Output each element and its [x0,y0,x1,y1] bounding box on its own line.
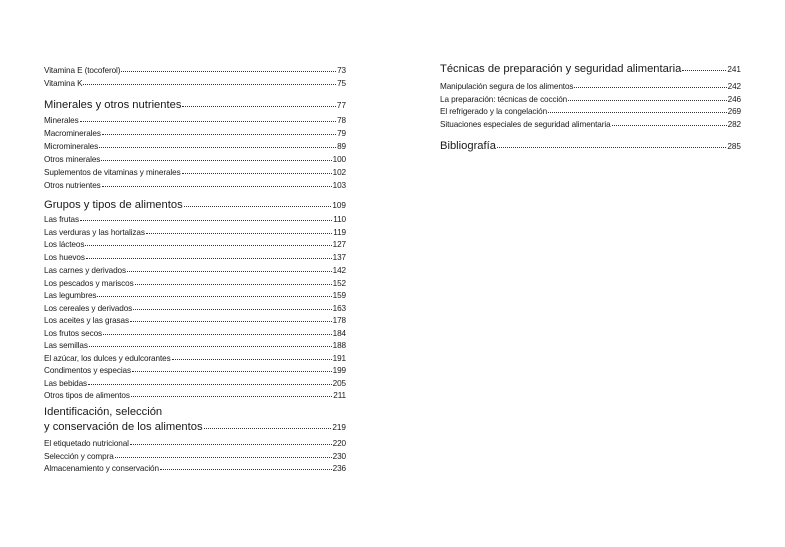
toc-entry[interactable] [440,95,741,104]
toc-entry[interactable] [44,464,346,473]
toc-entry-label: Otros tipos de alimentos [44,391,130,400]
toc-entry-label: Las verduras y las hortalizas [44,228,145,237]
dot-leader [102,134,336,135]
toc-entry[interactable] [44,452,346,461]
toc-entry-label: Los huevos [44,253,85,262]
toc-entry-page: 110 [333,215,346,224]
toc-entry[interactable] [44,79,346,88]
toc-entry-label: Los lácteos [44,240,85,249]
toc-entry[interactable] [44,215,346,224]
dot-leader [574,87,726,88]
toc-entry-page: 119 [333,228,346,237]
dot-leader [86,258,332,259]
toc-section-title: Técnicas de preparación y seguridad alimentaria [440,63,682,75]
toc-section-title: y conservación de los alimentos [44,421,203,433]
toc-section-heading[interactable] [44,99,346,111]
toc-entry-label: La preparación: técnicas de cocción [440,95,568,104]
toc-section-heading[interactable] [440,140,741,152]
toc-entry-label: Almacenamiento y conservación [44,464,159,473]
toc-entry[interactable] [44,181,346,190]
toc-entry-page: 230 [332,452,346,461]
dot-leader [97,296,331,297]
dot-leader [184,206,332,207]
toc-section-page: 109 [332,201,346,210]
toc-entry-page: 199 [332,366,346,375]
toc-entry[interactable] [44,228,346,237]
dot-leader [89,346,332,347]
dot-leader [130,321,332,322]
dot-leader [80,220,332,221]
toc-section-heading[interactable] [440,63,741,75]
dot-leader [160,469,332,470]
toc-entry-page: 142 [332,266,346,275]
toc-entry-label: Los aceites y las grasas [44,316,129,325]
toc-entry[interactable] [44,129,346,138]
toc-entry-label: Suplementos de vitaminas y minerales [44,168,181,177]
toc-entry-page: 205 [332,379,346,388]
dot-leader [101,160,331,161]
toc-entry-label: Las carnes y derivados [44,266,126,275]
toc-section-page: 241 [727,65,741,74]
toc-entry[interactable] [44,354,346,363]
toc-entry[interactable] [44,304,346,313]
toc-entry-page: 78 [337,116,346,125]
toc-entry-label: El etiquetado nutricional [44,439,129,448]
dot-leader [548,112,727,113]
toc-entry-label: Otros minerales [44,155,101,164]
toc-entry-page: 211 [333,391,346,400]
dot-leader [146,233,332,234]
toc-entry[interactable] [44,366,346,375]
dot-leader [568,100,727,101]
dot-leader [133,309,331,310]
toc-entry[interactable] [44,379,346,388]
toc-entry-label: El azúcar, los dulces y edulcorantes [44,354,171,363]
dot-leader [497,147,726,148]
toc-entry-label: Condimentos y especias [44,366,131,375]
toc-entry-page: 236 [332,464,346,473]
toc-entry[interactable] [44,66,346,75]
toc-entry[interactable] [44,329,346,338]
toc-entry-label: Selección y compra [44,452,114,461]
toc-entry[interactable] [44,279,346,288]
toc-entry-label: Vitamina K [44,79,83,88]
toc-entry-page: 178 [332,316,346,325]
toc-section-title: Minerales y otros nutrientes [44,99,182,111]
dot-leader [115,457,332,458]
toc-entry[interactable] [440,82,741,91]
toc-entry-page: 152 [332,279,346,288]
toc-entry[interactable] [44,391,346,400]
toc-entry[interactable] [44,155,346,164]
toc-entry-label: Vitamina E (tocoferol) [44,66,121,75]
dot-leader [83,84,336,85]
toc-entry[interactable] [44,266,346,275]
toc-section-title: Grupos y tipos de alimentos [44,199,183,211]
toc-entry-label: Microminerales [44,142,99,151]
toc-entry-page: 220 [332,439,346,448]
toc-entry-page: 137 [332,253,346,262]
toc-entry[interactable] [44,341,346,350]
toc-entry-page: 79 [337,129,346,138]
toc-entry[interactable] [440,120,741,129]
toc-section-page: 285 [727,142,741,151]
toc-entry-label: Las legumbres [44,291,97,300]
toc-entry-page: 75 [337,79,346,88]
dot-leader [612,125,727,126]
dot-leader [99,147,336,148]
toc-entry-label: Los cereales y derivados [44,304,133,313]
toc-entry[interactable] [44,142,346,151]
dot-leader [130,444,332,445]
toc-entry[interactable] [44,240,346,249]
toc-entry-label: Otros nutrientes [44,181,101,190]
toc-entry[interactable] [44,316,346,325]
toc-entry-page: 73 [337,66,346,75]
toc-entry-page: 103 [332,181,346,190]
dot-leader [127,271,332,272]
toc-entry-page: 246 [727,95,741,104]
toc-entry-label: Los frutos secos [44,329,103,338]
dot-leader [85,245,331,246]
toc-entry[interactable] [44,253,346,262]
toc-entry-label: El refrigerado y la congelación [440,107,548,116]
toc-entry-page: 269 [727,107,741,116]
toc-entry-label: Situaciones especiales de seguridad alimentaria [440,120,611,129]
dot-leader [172,359,332,360]
toc-section-title: Bibliografía [440,140,496,152]
toc-entry-page: 191 [332,354,346,363]
toc-entry-page: 163 [332,304,346,313]
toc-section-title-line1: Identificación, selección [44,406,163,418]
dot-leader [132,371,332,372]
dot-leader [103,334,332,335]
toc-entry-label: Las frutas [44,215,79,224]
toc-section-page: 77 [336,101,346,110]
toc-entry[interactable] [44,439,346,448]
toc-entry-page: 242 [727,82,741,91]
toc-entry-page: 89 [337,142,346,151]
dot-leader [80,121,336,122]
dot-leader [88,384,332,385]
toc-section-heading[interactable] [44,199,346,211]
toc-entry-page: 127 [332,240,346,249]
toc-entry-label: Las semillas [44,341,88,350]
toc-entry[interactable] [440,107,741,116]
dot-leader [682,70,726,71]
toc-entry-page: 159 [332,291,346,300]
dot-leader [182,106,335,107]
toc-entry-label: Los pescados y mariscos [44,279,134,288]
dot-leader [131,396,332,397]
toc-section-page: 219 [332,423,346,432]
toc-section-heading[interactable] [44,421,346,433]
toc-entry-label: Macrominerales [44,129,101,138]
toc-entry-label: Manipulación segura de los alimentos [440,82,574,91]
dot-leader [135,284,332,285]
toc-entry-page: 282 [727,120,741,129]
toc-entry-page: 188 [332,341,346,350]
toc-entry[interactable] [44,168,346,177]
toc-entry-page: 184 [332,329,346,338]
toc-entry[interactable] [44,116,346,125]
dot-leader [182,173,332,174]
toc-entry[interactable] [44,291,346,300]
toc-entry-label: Las bebidas [44,379,88,388]
dot-leader [204,428,332,429]
dot-leader [102,186,332,187]
toc-entry-page: 100 [332,155,346,164]
dot-leader [121,71,336,72]
toc-entry-label: Minerales [44,116,79,125]
toc-entry-page: 102 [332,168,346,177]
